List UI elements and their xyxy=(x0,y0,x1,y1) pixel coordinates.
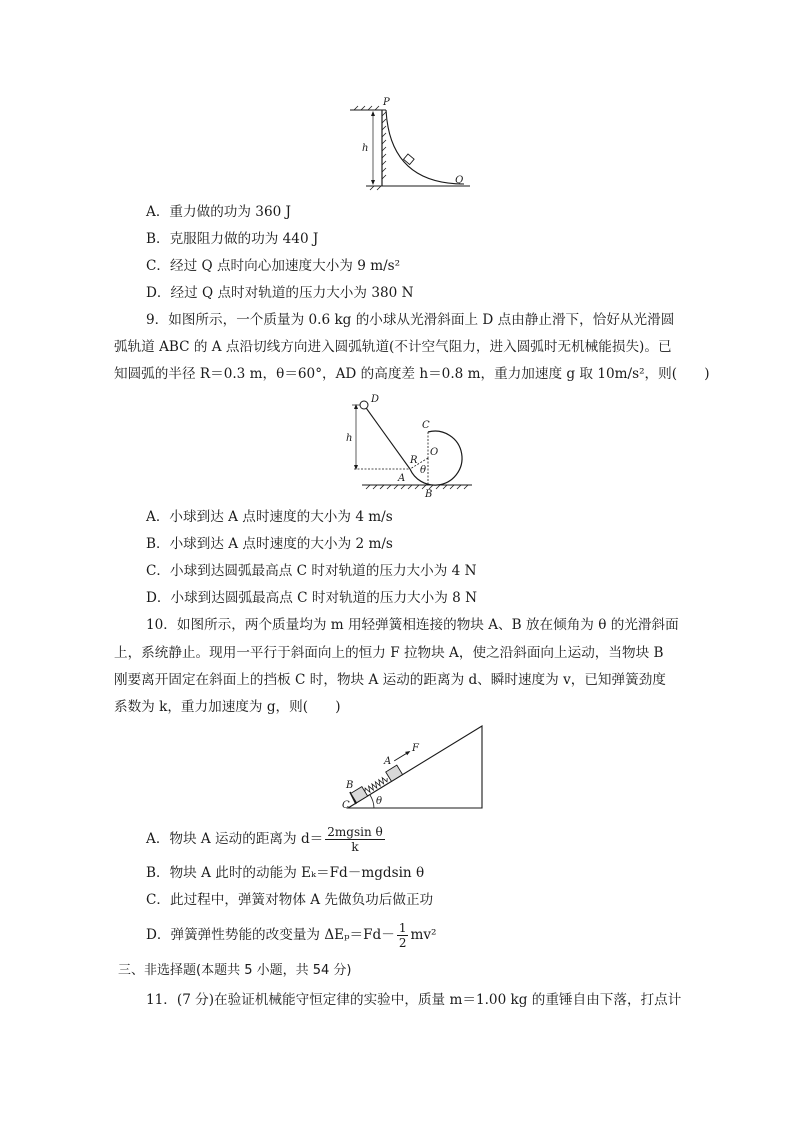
q9-diagram xyxy=(344,391,476,501)
q9-option-d: D．小球到达圆弧最高点 C 时对轨道的压力大小为 8 N xyxy=(146,590,478,606)
q10-option-b: B．物块 A 此时的动能为 Eₖ＝Fd－mgdsin θ xyxy=(146,865,425,881)
q8-diagram xyxy=(346,96,476,192)
q8-option-a: A．重力做的功为 360 J xyxy=(146,204,292,220)
q10-label-theta: θ xyxy=(376,796,383,807)
q10-option-a-denominator: k xyxy=(351,840,359,854)
q10-diagram xyxy=(338,722,488,814)
q10-option-d-suffix: mv² xyxy=(410,927,437,943)
q10-option-c: C．此过程中，弹簧对物体 A 先做负功后做正功 xyxy=(146,892,434,908)
q10-option-a-text: A．物块 A 运动的距离为 d＝ xyxy=(146,831,324,847)
q9-option-c: C．小球到达圆弧最高点 C 时对轨道的压力大小为 4 N xyxy=(146,563,477,579)
q9-stem-line-3: 知圆弧的半径 R＝0.3 m，θ＝60°，AD 的高度差 h＝0.8 m，重力加速度 g 取 10m/s²，则( ) xyxy=(114,366,710,382)
q9-label-B: B xyxy=(425,489,433,500)
section-heading: 三、非选择题(本题共 5 小题，共 54 分) xyxy=(118,963,352,978)
q9-stem-line-1: 9．如图所示，一个质量为 0.6 kg 的小球从光滑斜面上 D 点由静止滑下，恰好从光滑圆 xyxy=(146,312,675,328)
q8-label-h: h xyxy=(362,143,369,154)
q9-stem-line-2: 弧轨道 ABC 的 A 点沿切线方向进入圆弧轨道(不计空气阻力，进入圆弧时无机械能损失)。已 xyxy=(114,339,672,355)
q8-label-P: P xyxy=(383,97,390,108)
q9-label-A: A xyxy=(398,473,406,484)
q8-option-c: C．经过 Q 点时向心加速度大小为 9 m/s² xyxy=(146,258,401,274)
q8-option-d: D．经过 Q 点时对轨道的压力大小为 380 N xyxy=(146,285,414,301)
q10-stem-line-4: 系数为 k，重力加速度为 g，则( ) xyxy=(114,699,341,715)
q10-stem-line-1: 10．如图所示，两个质量均为 m 用轻弹簧相连接的物块 A、B 放在倾角为 θ 的光滑斜面 xyxy=(146,617,679,633)
q10-option-d xyxy=(146,918,437,952)
q8-option-b: B．克服阻力做的功为 440 J xyxy=(146,231,319,247)
q8-label-Q: Q xyxy=(455,175,464,186)
q10-stem-line-3: 刚要离开固定在斜面上的挡板 C 时，物块 A 运动的距离为 d、瞬时速度为 v，已知弹簧劲度 xyxy=(114,672,666,688)
q9-label-theta: θ xyxy=(420,465,427,476)
q11-stem-line-1: 11．(7 分)在验证机械能守恒定律的实验中，质量 m＝1.00 kg 的重锤自由下落，打点计 xyxy=(146,992,682,1008)
q10-label-A: A xyxy=(384,756,392,767)
q10-stem-line-2: 上，系统静止。现用一平行于斜面向上的恒力 F 拉物块 A，使之沿斜面向上运动，当物块 B xyxy=(114,645,664,661)
q10-label-F: F xyxy=(412,743,419,754)
q10-label-C: C xyxy=(342,800,350,811)
q10-option-a-fraction xyxy=(325,825,384,854)
q10-option-d-fraction xyxy=(397,921,409,950)
q9-option-b: B．小球到达 A 点时速度的大小为 2 m/s xyxy=(146,536,393,552)
q9-label-h: h xyxy=(346,433,353,444)
q9-label-D: D xyxy=(371,394,380,405)
q10-option-d-denominator: 2 xyxy=(398,936,407,950)
q9-label-O: O xyxy=(430,447,439,458)
q9-option-a: A．小球到达 A 点时速度的大小为 4 m/s xyxy=(146,509,393,525)
q10-figure xyxy=(338,722,488,814)
q10-option-a xyxy=(146,822,387,856)
q10-label-B: B xyxy=(346,780,354,791)
q8-figure xyxy=(346,96,476,192)
q10-option-a-numerator: 2mgsin θ xyxy=(327,825,383,839)
q9-label-C: C xyxy=(422,420,430,431)
q10-option-d-numerator: 1 xyxy=(398,921,407,935)
q10-option-d-text: D．弹簧弹性势能的改变量为 ΔEₚ＝Fd－ xyxy=(146,927,395,943)
q9-figure xyxy=(344,391,476,501)
q9-label-R: R xyxy=(410,455,418,466)
